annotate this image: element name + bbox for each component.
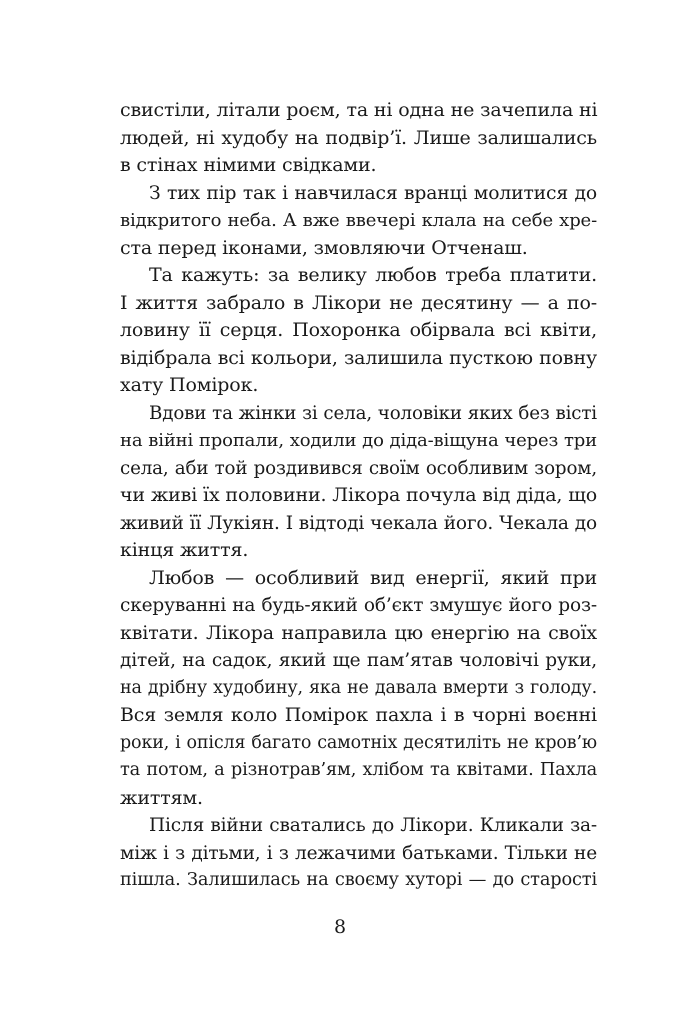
text-line: відібрала всі кольори, залишила пусткою повну — [120, 346, 597, 369]
text-line: на війні пропали, ходили до діда-віщуна через три — [120, 430, 597, 451]
text-line: ста перед іконами, змовляючи Отченаш. — [120, 236, 528, 259]
text-line: З тих пір так і навчилася вранці молитися до — [149, 182, 597, 204]
text-line: ловину її серця. Похоронка обірвала всі квіти, — [120, 319, 597, 341]
text-line: дітей, на садок, який ще пам’ятав чоловічі руки, — [120, 650, 597, 671]
text-line: в стінах німими свідками. — [120, 154, 377, 176]
text-line: чи живі їх половини. Лікора почула від діда, що — [120, 484, 597, 506]
text-line: квітати. Лікора направила цю енергію на своїх — [120, 621, 597, 644]
text-line: скеруванні на будь-який об’єкт змушує його роз- — [120, 595, 597, 616]
text-line: кінця життя. — [120, 539, 249, 561]
text-line: між і з дітьми, і з лежачими батьками. Тільки не — [120, 842, 597, 864]
text-line: Вся земля коло Помірок пахла і в чорні воєнні — [120, 704, 597, 726]
text-line: живий її Лукіян. І відтоді чекала його. Чекала до — [120, 512, 597, 534]
paragraph — [120, 262, 597, 400]
text-line: Вдови та жінки зі села, чоловіки яких без вісті — [149, 402, 597, 424]
text-line: І життя забрало в Лікори не десятину — а по- — [120, 291, 597, 314]
text-line: та потом, а різнотрав’ям, хлібом та квітами. Пахла — [120, 760, 597, 780]
page-number: 8 — [333, 916, 347, 938]
text-line: життям. — [120, 786, 203, 809]
paragraph — [120, 565, 597, 813]
text-line: Любов — особливий вид енергії, який при — [149, 566, 597, 589]
text-line: роки, і опісля багато самотніх десятиліть не кров’ю — [120, 732, 597, 753]
text-line: відкритого неба. А вже ввечері клала на себе хре- — [120, 210, 597, 231]
paragraph — [120, 812, 597, 895]
text-line: Та кажуть: за велику любов треба платити. — [149, 264, 597, 286]
text-line: свистіли, літали роєм, та ні одна не зачепила ні — [120, 99, 598, 121]
body-text — [120, 97, 597, 895]
text-line: хату Помірок. — [120, 374, 259, 396]
text-line: людей, ні худобу на подвір’ї. Лише залишались — [120, 126, 597, 149]
paragraph — [120, 180, 597, 263]
text-line: села, аби той роздивився своїм особливим зором, — [120, 457, 597, 479]
text-line: Після війни сватались до Лікори. Кликали за- — [149, 815, 597, 836]
paragraph — [120, 97, 597, 180]
text-line: пішла. Залишилась на своєму хуторі — до старості — [120, 870, 597, 890]
text-line: на дрібну худобину, яка не давала вмерти з голоду. — [120, 677, 597, 698]
paragraph — [120, 400, 597, 565]
